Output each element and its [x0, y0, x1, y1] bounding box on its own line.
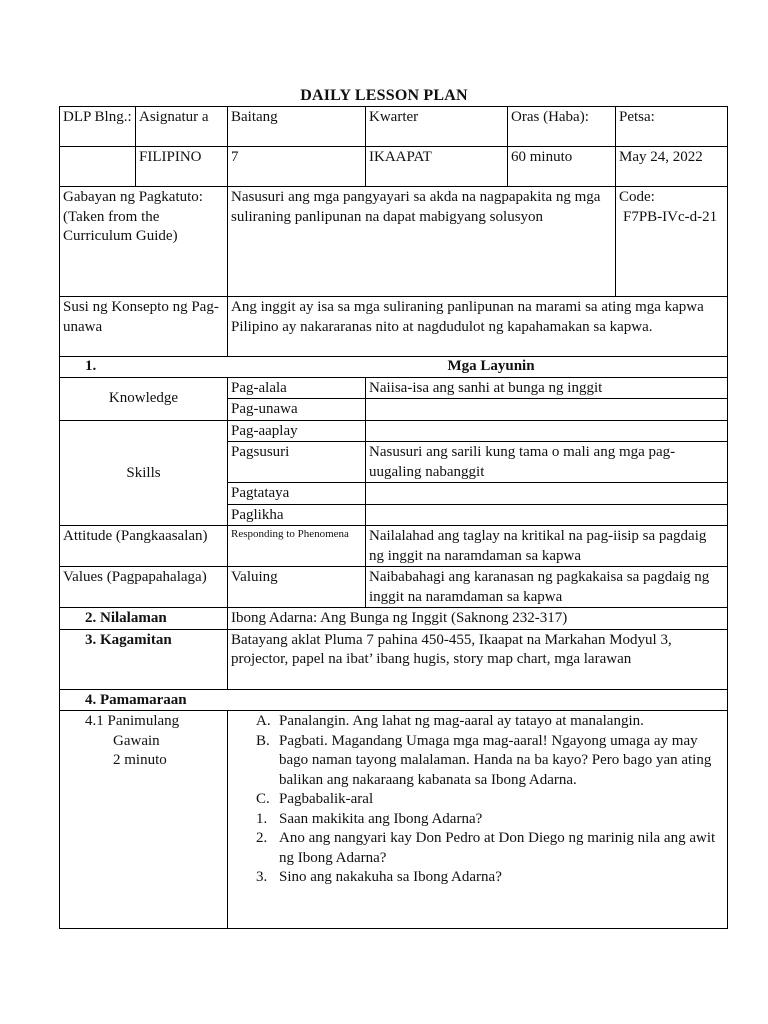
objective-row: [60, 420, 728, 442]
asignatura-value: FILIPINO: [136, 147, 228, 187]
item-marker: 3.: [256, 869, 268, 885]
item-marker: A.: [256, 713, 271, 729]
list-item: [256, 868, 724, 888]
petsa-label: Petsa:: [616, 107, 728, 147]
nilalaman-label: 2. Nilalaman: [60, 608, 228, 630]
item-marker: 2.: [256, 830, 268, 846]
oras-value: 60 minuto: [508, 147, 616, 187]
kagamitan-text: Batayang aklat Pluma 7 pahina 450-455, Ikaapat na Markahan Modyul 3, projector, papel na ibat’ ibang hugis, story map chart, mga larawan: [228, 629, 728, 689]
pamamaraan-label: 4. Pamamaraan: [60, 689, 728, 711]
asignatura-label: Asignatur a: [136, 107, 228, 147]
page-title: DAILY LESSON PLAN: [300, 87, 468, 104]
item-text: Pagbati. Magandang Umaga mga mag-aaral! Ngayong umaga ay may bago naman tayong malalaman. Handa na ba kayo? Pero bago yan ating balikan ang nakaraang kabanata sa Ibong Adarna.: [279, 732, 712, 788]
objective-sub: Pag-alala: [228, 377, 366, 399]
header-value-row: [60, 147, 728, 187]
values-row: [60, 567, 728, 608]
code-cell: [616, 187, 728, 297]
list-item: [256, 829, 724, 868]
procedure-content: [228, 711, 728, 929]
objective-sub: Pag-aaplay: [228, 420, 366, 442]
petsa-value: May 24, 2022: [616, 147, 728, 187]
kagamitan-row: [60, 629, 728, 689]
kagamitan-label: 3. Kagamitan: [60, 629, 228, 689]
objective-text: Naiisa-isa ang sanhi at bunga ng inggit: [366, 377, 728, 399]
susi-label: Susi ng Konsepto ng Pag-unawa: [60, 297, 228, 357]
attitude-row: [60, 526, 728, 567]
step-duration: 2 minuto: [113, 752, 167, 768]
item-text: Saan makikita ang Ibong Adarna?: [279, 810, 483, 827]
skills-label: Skills: [60, 420, 228, 526]
item-text: Pagbabalik-aral: [279, 791, 374, 807]
objective-sub: Paglikha: [228, 504, 366, 526]
objective-text: [366, 504, 728, 526]
procedure-list: [256, 712, 724, 888]
values-label: Values (Pagpapahalaga): [60, 567, 228, 608]
objective-sub: Pagtataya: [228, 483, 366, 505]
item-marker: 1.: [256, 810, 268, 827]
objective-text: [366, 420, 728, 442]
lesson-plan-table: [59, 106, 728, 929]
list-item: [256, 712, 724, 732]
dlp-number-value: [60, 147, 136, 187]
item-text: Panalangin. Ang lahat ng mag-aaral ay tatayo at manalangin.: [279, 713, 644, 729]
item-marker: C.: [256, 791, 270, 807]
objective-sub: Pagsusuri: [228, 442, 366, 483]
layunin-heading: Mga Layunin: [447, 358, 535, 374]
nilalaman-row: [60, 608, 728, 630]
objective-text: Nasusuri ang sarili kung tama o mali ang mga pag-uugaling nabanggit: [366, 442, 728, 483]
procedure-row: [60, 711, 728, 929]
layunin-number: 1.: [85, 358, 97, 374]
code-label: Code:: [619, 189, 655, 205]
kwarter-label: Kwarter: [366, 107, 508, 147]
dlp-number-label: DLP Blng.:: [60, 107, 136, 147]
step-label: 4.1 Panimulang: [85, 713, 180, 729]
susi-text: Ang inggit ay isa sa mga suliraning panlipunan na marami sa ating mga kapwa Pilipino ay nakararanas nito at nagdudulot ng kapahamakan sa kapwa.: [228, 297, 728, 357]
gabayan-row: [60, 187, 728, 297]
values-text: Naibabahagi ang karanasan ng pagkakaisa sa pagdaig ng inggit na naramdaman sa kapwa: [366, 567, 728, 608]
step-label-cell: [60, 711, 228, 929]
nilalaman-text: Ibong Adarna: Ang Bunga ng Inggit (Saknong 232-317): [228, 608, 728, 630]
gabayan-label: Gabayan ng Pagkatuto: (Taken from the Curriculum Guide): [60, 187, 228, 297]
gabayan-text: Nasusuri ang mga pangyayari sa akda na nagpapakita ng mga suliraning panlipunan na dapat mabigyang solusyon: [228, 187, 616, 297]
item-text: Sino ang nakakuha sa Ibong Adarna?: [279, 869, 502, 885]
item-marker: B.: [256, 732, 270, 749]
pamamaraan-heading-row: [60, 689, 728, 711]
item-text: Ano ang nangyari kay Don Pedro at Don Diego ng marinig nila ang awit ng Ibong Adarna?: [279, 830, 716, 866]
values-sub: Valuing: [228, 567, 366, 608]
layunin-heading-row: [60, 357, 728, 378]
list-item: [256, 732, 724, 791]
oras-label: Oras (Haba):: [508, 107, 616, 147]
attitude-sub: Responding to Phenomena: [228, 526, 366, 567]
header-label-row: [60, 107, 728, 147]
kwarter-value: IKAAPAT: [366, 147, 508, 187]
objective-text: [366, 483, 728, 505]
list-item: [256, 790, 724, 810]
baitang-label: Baitang: [228, 107, 366, 147]
attitude-text: Nailalahad ang taglay na kritikal na pag-iisip sa pagdaig ng inggit na naramdaman sa kapwa: [366, 526, 728, 567]
step-label: Gawain: [113, 732, 160, 749]
objective-text: [366, 399, 728, 421]
susi-row: [60, 297, 728, 357]
baitang-value: 7: [228, 147, 366, 187]
objective-row: [60, 377, 728, 399]
knowledge-label: Knowledge: [60, 377, 228, 420]
code-value: F7PB-IVc-d-21: [623, 208, 718, 225]
list-item: [256, 810, 724, 830]
objective-sub: Pag-unawa: [228, 399, 366, 421]
attitude-label: Attitude (Pangkaasalan): [60, 526, 228, 567]
